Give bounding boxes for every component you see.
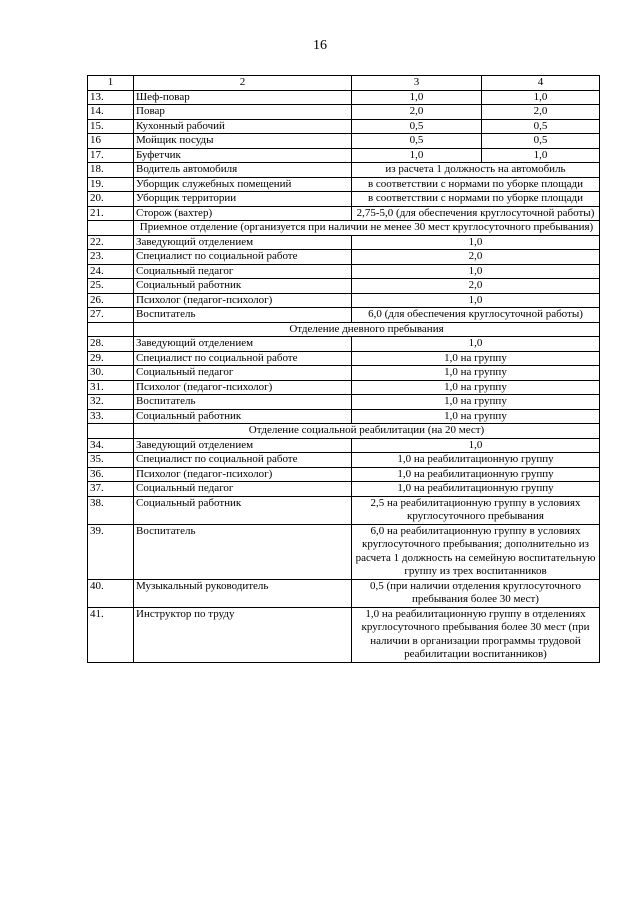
staff-norm: 1,0	[352, 438, 600, 453]
row-number: 40.	[88, 579, 134, 607]
row-number: 15.	[88, 119, 134, 134]
staff-norm: 1,0 на реабилитационную группу в отделениях круглосуточного пребывания более 30 мест (при наличии в организации программы трудовой реабилитации воспитанников)	[352, 607, 600, 662]
table-row	[88, 90, 600, 105]
position-name: Инструктор по труду	[134, 607, 352, 662]
staff-count-col4: 1,0	[482, 148, 600, 163]
staff-norm: 2,75-5,0 (для обеспечения круглосуточной работы)	[352, 206, 600, 221]
position-name: Воспитатель	[134, 308, 352, 323]
table-row	[88, 264, 600, 279]
position-name: Воспитатель	[134, 395, 352, 410]
row-number: 29.	[88, 351, 134, 366]
row-number: 21.	[88, 206, 134, 221]
staff-norm: в соответствии с нормами по уборке площади	[352, 177, 600, 192]
position-name: Кухонный рабочий	[134, 119, 352, 134]
staff-count-col4: 2,0	[482, 105, 600, 120]
table-row	[88, 351, 600, 366]
position-name: Социальный педагог	[134, 482, 352, 497]
row-number: 35.	[88, 453, 134, 468]
row-number: 37.	[88, 482, 134, 497]
staff-count-col4: 0,5	[482, 119, 600, 134]
position-name: Психолог (педагог-психолог)	[134, 467, 352, 482]
table-row	[88, 134, 600, 149]
row-number: 25.	[88, 279, 134, 294]
row-number: 34.	[88, 438, 134, 453]
staff-norm: 1,0 на группу	[352, 351, 600, 366]
staff-count-col4: 1,0	[482, 90, 600, 105]
row-number: 19.	[88, 177, 134, 192]
row-number: 26.	[88, 293, 134, 308]
position-name: Социальный педагог	[134, 264, 352, 279]
table-row	[88, 177, 600, 192]
position-name: Сторож (вахтер)	[134, 206, 352, 221]
position-name: Шеф-повар	[134, 90, 352, 105]
staff-count-col3: 0,5	[352, 119, 482, 134]
table-row	[88, 308, 600, 323]
row-number: 28.	[88, 337, 134, 352]
position-name: Водитель автомобиля	[134, 163, 352, 178]
position-name: Мойщик посуды	[134, 134, 352, 149]
section-title: Отделение социальной реабилитации (на 20 мест)	[134, 424, 600, 439]
staff-count-col3: 1,0	[352, 90, 482, 105]
table-row	[88, 409, 600, 424]
row-number: 31.	[88, 380, 134, 395]
row-number: 38.	[88, 496, 134, 524]
header-cell-1: 1	[88, 76, 134, 91]
position-name: Социальный педагог	[134, 366, 352, 381]
table-row	[88, 163, 600, 178]
header-cell-3: 3	[352, 76, 482, 91]
row-number: 13.	[88, 90, 134, 105]
table-row	[88, 482, 600, 497]
staff-norm: 1,0	[352, 235, 600, 250]
page-number: 16	[313, 38, 327, 53]
position-name: Воспитатель	[134, 524, 352, 579]
row-number: 41.	[88, 607, 134, 662]
staff-norm: 1,0 на группу	[352, 366, 600, 381]
staff-norm: 1,0 на группу	[352, 395, 600, 410]
staff-norm: 6,0 на реабилитационную группу в условиях круглосуточного пребывания; дополнительно из расчета 1 должность на семейную воспитательную группу из трех воспитанников	[352, 524, 600, 579]
section-header-row	[88, 424, 600, 439]
position-name: Социальный работник	[134, 409, 352, 424]
row-number: 14.	[88, 105, 134, 120]
section-header-row	[88, 322, 600, 337]
table-row	[88, 206, 600, 221]
staff-norm: 2,0	[352, 250, 600, 265]
section-number-cell	[88, 322, 134, 337]
table-row	[88, 148, 600, 163]
staff-norm: 0,5 (при наличии отделения круглосуточного пребывания более 30 мест)	[352, 579, 600, 607]
table-row	[88, 380, 600, 395]
table-row	[88, 293, 600, 308]
table-header-row	[88, 76, 600, 91]
section-title: Отделение дневного пребывания	[134, 322, 600, 337]
table-row	[88, 337, 600, 352]
table-row	[88, 438, 600, 453]
row-number: 18.	[88, 163, 134, 178]
table-row	[88, 279, 600, 294]
staff-norm: 2,5 на реабилитационную группу в условиях круглосуточного пребывания	[352, 496, 600, 524]
row-number: 17.	[88, 148, 134, 163]
table-row	[88, 395, 600, 410]
position-name: Музыкальный руководитель	[134, 579, 352, 607]
staff-norm: 1,0 на реабилитационную группу	[352, 467, 600, 482]
position-name: Уборщик служебных помещений	[134, 177, 352, 192]
table-row	[88, 607, 600, 662]
row-number: 16	[88, 134, 134, 149]
position-name: Специалист по социальной работе	[134, 453, 352, 468]
staff-norm: 1,0	[352, 264, 600, 279]
table-row	[88, 119, 600, 134]
table-row	[88, 366, 600, 381]
row-number: 27.	[88, 308, 134, 323]
staff-norm: 6,0 (для обеспечения круглосуточной работы)	[352, 308, 600, 323]
staffing-table	[87, 75, 600, 663]
position-name: Заведующий отделением	[134, 438, 352, 453]
position-name: Уборщик территории	[134, 192, 352, 207]
row-number: 30.	[88, 366, 134, 381]
staff-norm: 1,0 на группу	[352, 409, 600, 424]
position-name: Социальный работник	[134, 279, 352, 294]
staff-norm: 1,0	[352, 293, 600, 308]
table-row	[88, 453, 600, 468]
position-name: Буфетчик	[134, 148, 352, 163]
staff-count-col3: 1,0	[352, 148, 482, 163]
header-cell-2: 2	[134, 76, 352, 91]
position-name: Психолог (педагог-психолог)	[134, 293, 352, 308]
row-number: 36.	[88, 467, 134, 482]
section-number-cell	[88, 424, 134, 439]
table-row	[88, 250, 600, 265]
table-row	[88, 579, 600, 607]
staff-count-col3: 0,5	[352, 134, 482, 149]
position-name: Социальный работник	[134, 496, 352, 524]
header-cell-4: 4	[482, 76, 600, 91]
table-row	[88, 235, 600, 250]
section-number-cell	[88, 221, 134, 236]
table-row	[88, 524, 600, 579]
row-number: 20.	[88, 192, 134, 207]
row-number: 32.	[88, 395, 134, 410]
position-name: Заведующий отделением	[134, 235, 352, 250]
staff-norm: из расчета 1 должность на автомобиль	[352, 163, 600, 178]
position-name: Психолог (педагог-психолог)	[134, 380, 352, 395]
staff-count-col4: 0,5	[482, 134, 600, 149]
table-row	[88, 496, 600, 524]
staff-norm: 1,0 на группу	[352, 380, 600, 395]
position-name: Специалист по социальной работе	[134, 351, 352, 366]
row-number: 24.	[88, 264, 134, 279]
row-number: 23.	[88, 250, 134, 265]
staff-count-col3: 2,0	[352, 105, 482, 120]
row-number: 33.	[88, 409, 134, 424]
section-title: Приемное отделение (организуется при наличии не менее 30 мест круглосуточного пребывания)	[134, 221, 600, 236]
table-row	[88, 467, 600, 482]
position-name: Заведующий отделением	[134, 337, 352, 352]
staff-norm: 1,0 на реабилитационную группу	[352, 482, 600, 497]
row-number: 39.	[88, 524, 134, 579]
position-name: Специалист по социальной работе	[134, 250, 352, 265]
staff-norm: 1,0	[352, 337, 600, 352]
staff-norm: 2,0	[352, 279, 600, 294]
table-row	[88, 105, 600, 120]
row-number: 22.	[88, 235, 134, 250]
staff-norm: 1,0 на реабилитационную группу	[352, 453, 600, 468]
section-header-row	[88, 221, 600, 236]
staff-norm: в соответствии с нормами по уборке площади	[352, 192, 600, 207]
position-name: Повар	[134, 105, 352, 120]
table-row	[88, 192, 600, 207]
